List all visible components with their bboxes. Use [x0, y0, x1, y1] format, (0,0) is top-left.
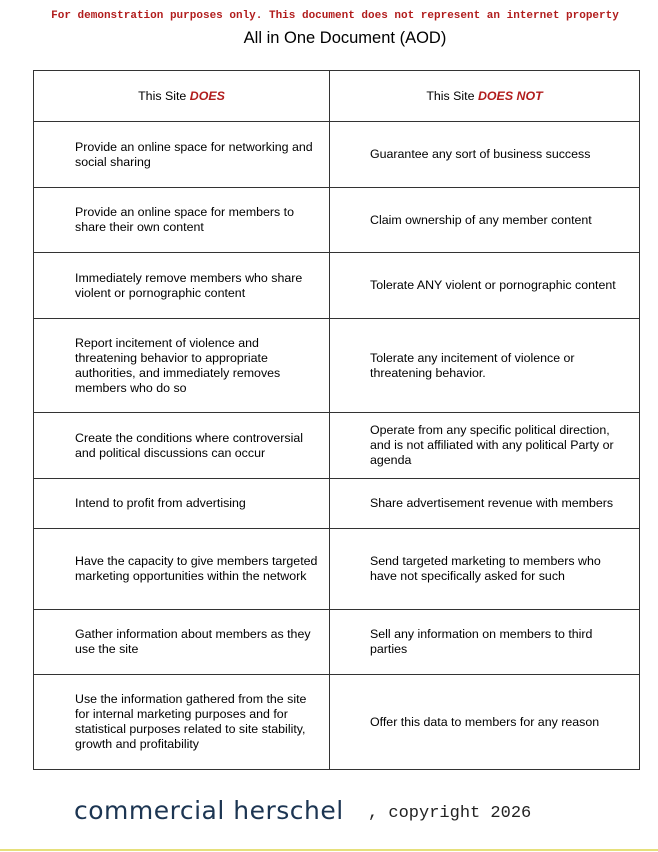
table-row	[34, 479, 640, 529]
does-cell: Report incitement of violence and threatening behavior to appropriate authorities, and immediately removes members who do so	[34, 319, 330, 413]
does-cell: Create the conditions where controversial and political discussions can occur	[34, 413, 330, 479]
does-not-cell: Sell any information on members to third parties	[330, 610, 640, 675]
does-not-cell: Claim ownership of any member content	[330, 188, 640, 253]
header-does-emphasis: DOES	[189, 88, 225, 103]
table-row	[34, 319, 640, 413]
does-cell: Have the capacity to give members targeted marketing opportunities within the network	[34, 529, 330, 610]
does-not-cell: Operate from any specific political direction, and is not affiliated with any political Party or agenda	[330, 413, 640, 479]
does-not-cell: Guarantee any sort of business success	[330, 122, 640, 188]
header-doesnot-prefix: This Site	[426, 88, 478, 103]
header-does-not	[330, 71, 640, 122]
comparison-table	[33, 70, 640, 770]
table-row	[34, 675, 640, 770]
brand-logo-text: commercial herschel	[74, 796, 344, 825]
document-title: All in One Document (AOD)	[243, 29, 447, 47]
table-row	[34, 188, 640, 253]
table-header-row	[34, 71, 640, 122]
does-not-cell: Offer this data to members for any reason	[330, 675, 640, 770]
table-row	[34, 413, 640, 479]
does-not-cell: Tolerate ANY violent or pornographic content	[330, 253, 640, 319]
table-row	[34, 122, 640, 188]
does-not-cell: Share advertisement revenue with members	[330, 479, 640, 529]
disclaimer-banner: For demonstration purposes only. This document does not represent an internet property	[51, 10, 619, 22]
header-does	[34, 71, 330, 122]
does-cell: Provide an online space for members to share their own content	[34, 188, 330, 253]
does-cell: Gather information about members as they use the site	[34, 610, 330, 675]
bottom-divider	[0, 849, 658, 851]
does-cell: Provide an online space for networking and social sharing	[34, 122, 330, 188]
table-row	[34, 529, 640, 610]
header-doesnot-emphasis: DOES NOT	[477, 88, 543, 103]
table-row	[34, 610, 640, 675]
header-does-prefix: This Site	[138, 88, 190, 103]
copyright-text: , copyright 2026	[368, 804, 532, 823]
table-row	[34, 253, 640, 319]
does-cell: Intend to profit from advertising	[34, 479, 330, 529]
does-not-cell: Tolerate any incitement of violence or threatening behavior.	[330, 319, 640, 413]
does-cell: Immediately remove members who share violent or pornographic content	[34, 253, 330, 319]
does-cell: Use the information gathered from the site for internal marketing purposes and for statistical purposes related to site stability, growth and profitability	[34, 675, 330, 770]
does-not-cell: Send targeted marketing to members who have not specifically asked for such	[330, 529, 640, 610]
